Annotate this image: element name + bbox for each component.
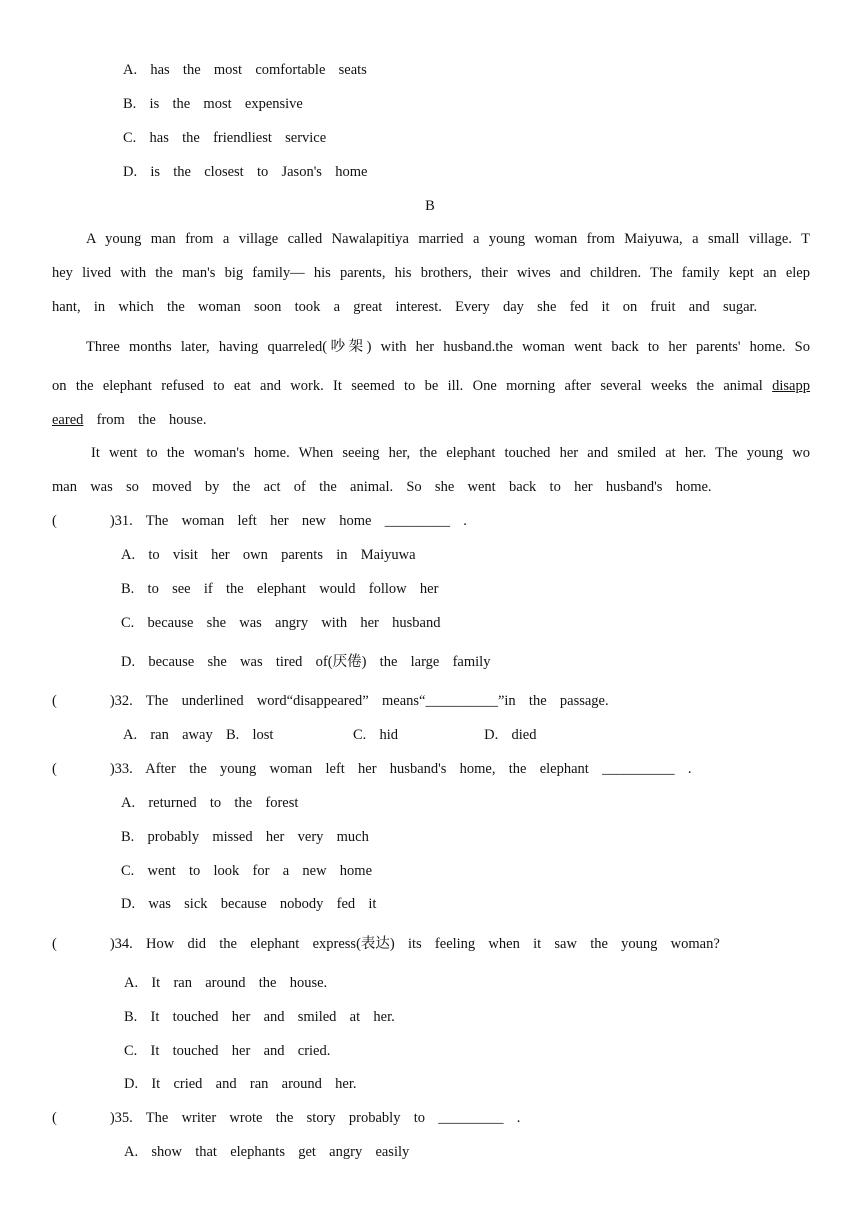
passage-p3-line1: It went to the woman's home. When seeing her, the elephant touched her and smiled at her. The young wo — [91, 445, 810, 461]
prev-option-a: A. has the most comfortable seats — [123, 62, 367, 78]
prev-option-d: D. is the closest to Jason's home — [123, 164, 368, 180]
q34-option-c: C. It touched her and cried. — [124, 1043, 331, 1059]
q34-option-b: B. It touched her and smiled at her. — [124, 1009, 395, 1025]
passage-p2-line1: Three months later, having quarreled(吵架) with her husband.the woman went back to her parents' home. So — [86, 339, 810, 355]
section-label: B — [425, 198, 435, 214]
passage-p2-line2: on the elephant refused to eat and work. It seemed to be ill. One morning after several weeks the animal disapp — [52, 378, 810, 394]
q32-options: A. ran away B. lost C. hid D. died — [123, 727, 537, 743]
q35-option-a: A. show that elephants get angry easily — [124, 1144, 410, 1160]
underlined-word-part2: eared — [52, 412, 84, 428]
q34-option-d: D. It cried and ran around her. — [124, 1076, 357, 1092]
underlined-word-part1: disapp — [772, 378, 810, 394]
question-34-stem: ( )34. How did the elephant express(表达) its feeling when it saw the young woman? — [52, 936, 720, 952]
passage-p1-line1: A young man from a village called Nawalapitiya married a young woman from Maiyuwa, a small village. T — [86, 231, 810, 247]
passage-p1-line3: hant, in which the woman soon took a great interest. Every day she fed it on fruit and sugar. — [52, 299, 758, 315]
q31-option-c: C. because she was angry with her husband — [121, 615, 441, 631]
passage-p1-line2: hey lived with the man's big family— his parents, his brothers, their wives and children. The family kept an elep — [52, 265, 810, 281]
question-31-stem: ( )31. The woman left her new home _________ . — [52, 513, 467, 529]
q33-option-c: C. went to look for a new home — [121, 863, 373, 879]
passage-p3-line2: man was so moved by the act of the animal. So she went back to her husband's home. — [52, 479, 712, 495]
prev-option-b: B. is the most expensive — [123, 96, 303, 112]
passage-p2-line3: eared from the house. — [52, 412, 207, 428]
q31-option-d: D. because she was tired of(厌倦) the large family — [121, 654, 491, 670]
question-32-stem: ( )32. The underlined word“disappeared” means“__________”in the passage. — [52, 693, 609, 709]
q34-option-a: A. It ran around the house. — [124, 975, 328, 991]
q33-option-a: A. returned to the forest — [121, 795, 299, 811]
question-35-stem: ( )35. The writer wrote the story probably to _________ . — [52, 1110, 521, 1126]
question-33-stem: ( )33. After the young woman left her husband's home, the elephant __________ . — [52, 761, 692, 777]
q31-option-b: B. to see if the elephant would follow her — [121, 581, 439, 597]
q33-option-d: D. was sick because nobody fed it — [121, 896, 377, 912]
q31-option-a: A. to visit her own parents in Maiyuwa — [121, 547, 416, 563]
q33-option-b: B. probably missed her very much — [121, 829, 369, 845]
prev-option-c: C. has the friendliest service — [123, 130, 327, 146]
